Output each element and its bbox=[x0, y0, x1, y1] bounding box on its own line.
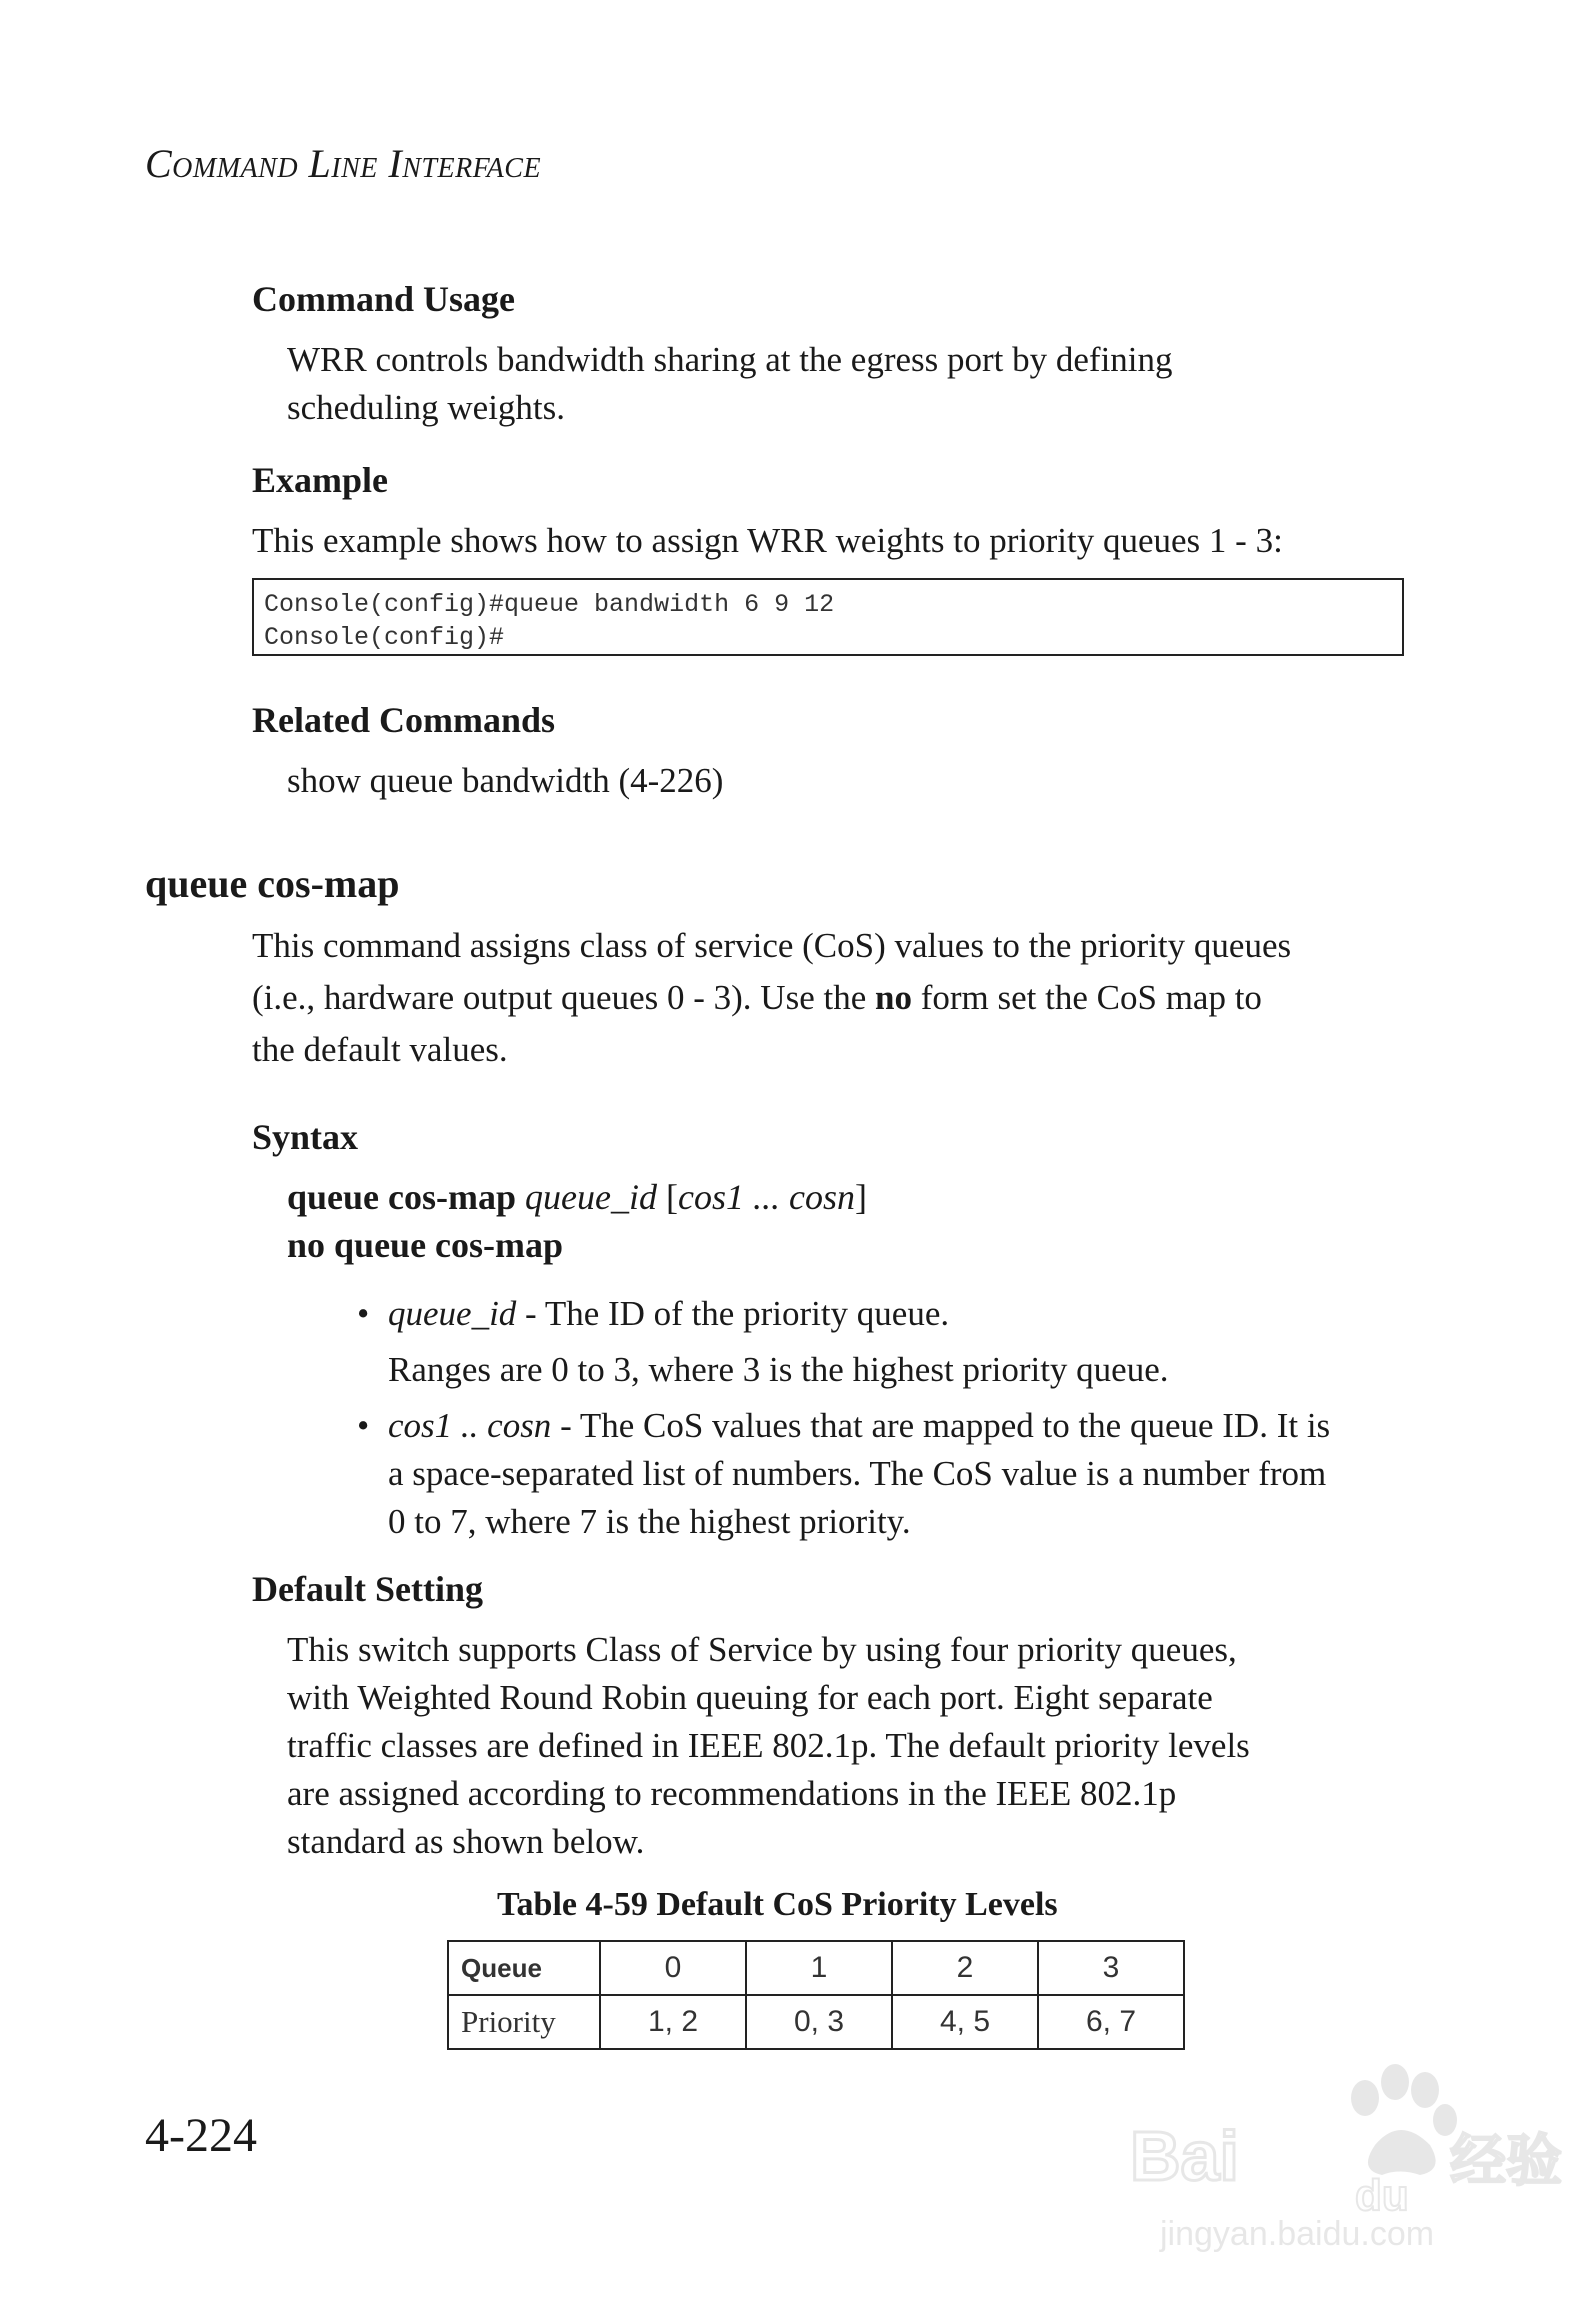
bullet-cos-line-3: 0 to 7, where 7 is the highest priority. bbox=[388, 1502, 911, 1541]
table-caption: Table 4-59 Default CoS Priority Levels bbox=[497, 1886, 1058, 1923]
default-setting-line: are assigned according to recommendations in the IEEE 802.1p bbox=[287, 1774, 1177, 1813]
example-intro: This example shows how to assign WRR weights to priority queues 1 - 3: bbox=[252, 521, 1283, 560]
code-line: Console(config)#queue bandwidth 6 9 12 bbox=[264, 590, 835, 619]
default-setting-line: with Weighted Round Robin queuing for each port. Eight separate bbox=[287, 1678, 1213, 1717]
syntax-bracket: [ bbox=[656, 1177, 678, 1217]
priority-cell: 4, 5 bbox=[892, 1995, 1038, 2049]
bullet-dot: • bbox=[357, 1294, 370, 1333]
no-keyword: no bbox=[875, 978, 912, 1017]
description-line-2 bbox=[252, 974, 1262, 1022]
syntax-optional: cos1 ... cosn bbox=[677, 1177, 855, 1217]
syntax-command: queue cos-map bbox=[287, 1177, 517, 1217]
default-setting-heading: Default Setting bbox=[252, 1569, 483, 1609]
priority-cell: 6, 7 bbox=[1038, 1995, 1184, 2049]
command-usage-line-2: scheduling weights. bbox=[287, 388, 566, 427]
bullet-queue-id-range: Ranges are 0 to 3, where 3 is the highest priority queue. bbox=[388, 1350, 1169, 1389]
svg-text:经验: 经验 bbox=[1450, 2129, 1562, 2194]
svg-text:du: du bbox=[1355, 2171, 1409, 2220]
paw-icon bbox=[1351, 2064, 1457, 2175]
queue-cell: 0 bbox=[600, 1941, 746, 1995]
bullet-text: - The CoS values that are mapped to the queue ID. It is bbox=[551, 1406, 1331, 1445]
description-line-1: This command assigns class of service (CoS) values to the priority queues bbox=[252, 926, 1292, 965]
table-row bbox=[448, 1995, 1184, 2049]
code-example-box bbox=[252, 578, 1404, 656]
related-commands-heading: Related Commands bbox=[252, 700, 555, 740]
bullet-queue-id bbox=[388, 1290, 949, 1338]
default-setting-line: standard as shown below. bbox=[287, 1822, 645, 1861]
description-text: form set the CoS map to bbox=[911, 978, 1262, 1017]
bullet-text: - The ID of the priority queue. bbox=[516, 1294, 950, 1333]
row-header-priority: Priority bbox=[448, 1995, 600, 2049]
related-command-link[interactable]: show queue bandwidth (4-226) bbox=[287, 761, 724, 800]
page-number: 4-224 bbox=[145, 2109, 257, 2162]
table-row bbox=[448, 1941, 1184, 1995]
queue-cell: 3 bbox=[1038, 1941, 1184, 1995]
queue-cell: 2 bbox=[892, 1941, 1038, 1995]
cos-priority-table bbox=[447, 1940, 1185, 2050]
bullet-term: queue_id bbox=[388, 1294, 517, 1333]
syntax-line-1 bbox=[287, 1176, 867, 1218]
command-title: queue cos-map bbox=[145, 861, 400, 906]
syntax-line-2: no queue cos-map bbox=[287, 1225, 564, 1265]
bullet-term: cos1 .. cosn bbox=[388, 1406, 552, 1445]
description-text: (i.e., hardware output queues 0 - 3). Use the bbox=[252, 978, 875, 1017]
baidu-watermark-logo bbox=[1120, 2060, 1570, 2260]
default-setting-line: This switch supports Class of Service by using four priority queues, bbox=[287, 1630, 1237, 1669]
syntax-heading: Syntax bbox=[252, 1117, 359, 1157]
example-heading: Example bbox=[252, 460, 389, 500]
running-header: Command Line Interface bbox=[145, 141, 542, 186]
command-usage-heading: Command Usage bbox=[252, 279, 516, 319]
svg-text:jingyan.baidu.com: jingyan.baidu.com bbox=[1160, 2215, 1435, 2253]
command-usage-line-1: WRR controls bandwidth sharing at the egress port by defining bbox=[287, 340, 1173, 379]
svg-text:Bai: Bai bbox=[1130, 2117, 1239, 2195]
code-line: Console(config)# bbox=[264, 623, 505, 652]
priority-cell: 1, 2 bbox=[600, 1995, 746, 2049]
bullet-cos-line-2: a space-separated list of numbers. The CoS value is a number from bbox=[388, 1454, 1327, 1493]
priority-cell: 0, 3 bbox=[746, 1995, 892, 2049]
description-line-3: the default values. bbox=[252, 1030, 508, 1069]
syntax-bracket: ] bbox=[854, 1177, 867, 1217]
syntax-arg: queue_id bbox=[525, 1177, 657, 1217]
bullet-dot: • bbox=[357, 1406, 370, 1445]
default-setting-line: traffic classes are defined in IEEE 802.1p. The default priority levels bbox=[287, 1726, 1250, 1765]
row-header-queue: Queue bbox=[448, 1941, 600, 1995]
queue-cell: 1 bbox=[746, 1941, 892, 1995]
bullet-cos bbox=[388, 1402, 1330, 1450]
